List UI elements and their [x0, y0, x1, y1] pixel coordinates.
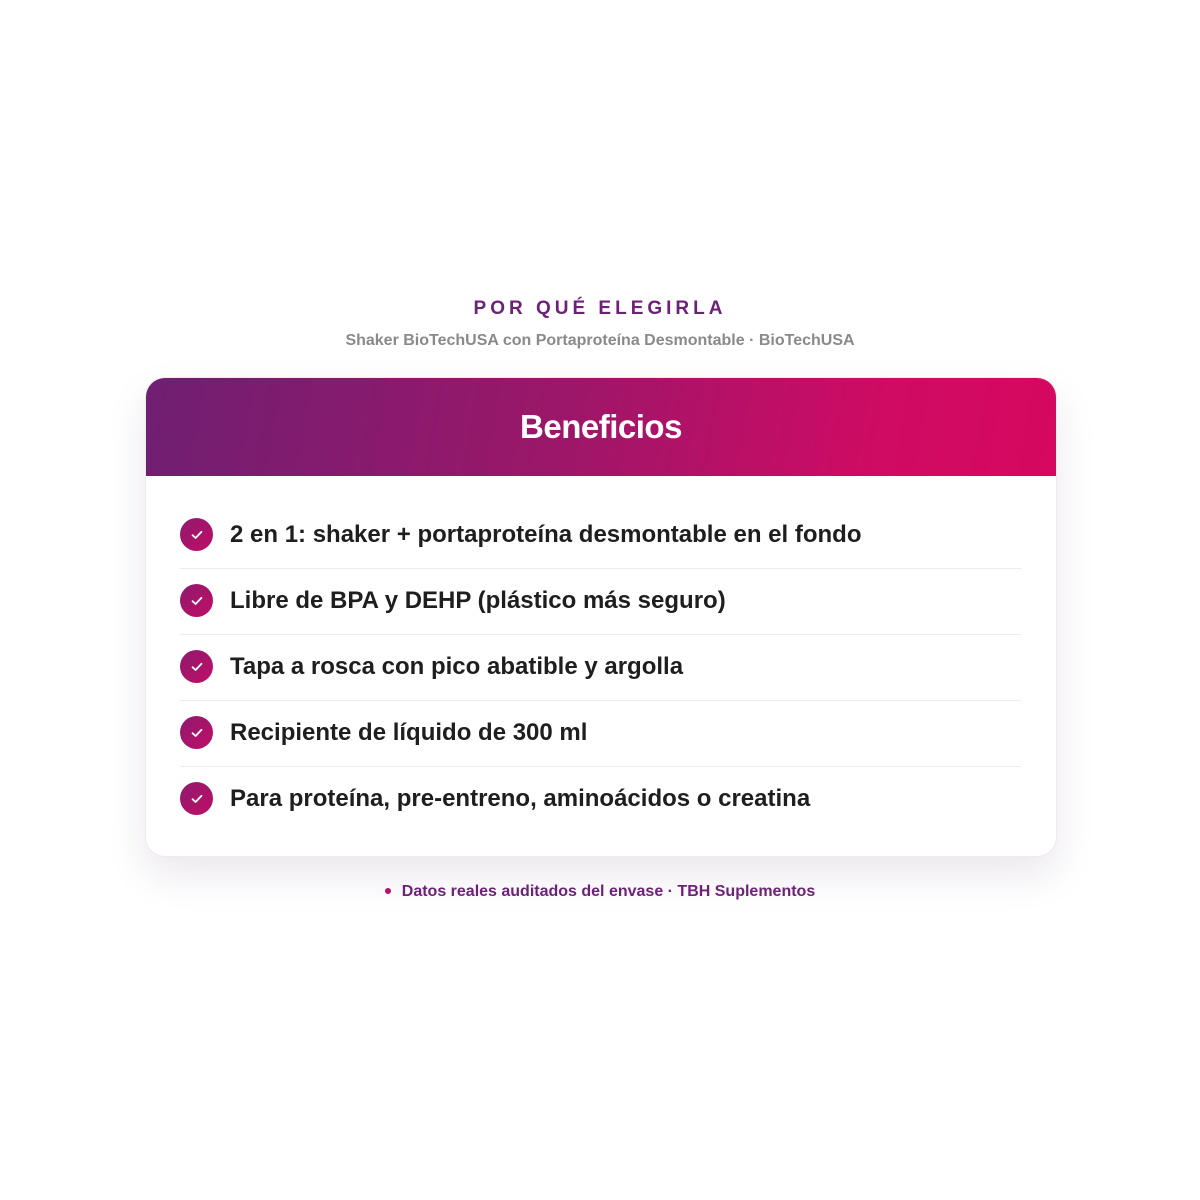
- benefits-card-header: [146, 378, 1056, 476]
- footer-note: [0, 883, 1200, 901]
- check-circle-icon: [180, 650, 213, 683]
- benefit-item: [180, 569, 1021, 635]
- benefit-item: [180, 635, 1021, 701]
- benefit-label: Recipiente de líquido de 300 ml: [230, 718, 588, 746]
- benefit-item: [180, 767, 1021, 832]
- benefit-label: 2 en 1: shaker + portaproteína desmontable en el fondo: [230, 520, 862, 548]
- check-circle-icon: [180, 518, 213, 551]
- benefit-label: Libre de BPA y DEHP (plástico más seguro): [230, 586, 726, 614]
- check-circle-icon: [180, 782, 213, 815]
- check-circle-icon: [180, 716, 213, 749]
- section-eyebrow: POR QUÉ ELEGIRLA: [473, 298, 727, 319]
- benefits-list: [180, 503, 1021, 832]
- bullet-dot-icon: [385, 888, 391, 894]
- check-circle-icon: [180, 584, 213, 617]
- product-subtitle: Shaker BioTechUSA con Portaproteína Desmontable · BioTechUSA: [345, 332, 855, 349]
- benefits-title: Beneficios: [520, 408, 682, 445]
- benefit-item: [180, 503, 1021, 569]
- benefit-label: Para proteína, pre-entreno, aminoácidos o creatina: [230, 784, 811, 812]
- footer-note-text: Datos reales auditados del envase · TBH Suplementos: [401, 883, 816, 900]
- benefit-label: Tapa a rosca con pico abatible y argolla: [230, 652, 684, 680]
- benefits-card: [145, 377, 1057, 857]
- benefit-item: [180, 701, 1021, 767]
